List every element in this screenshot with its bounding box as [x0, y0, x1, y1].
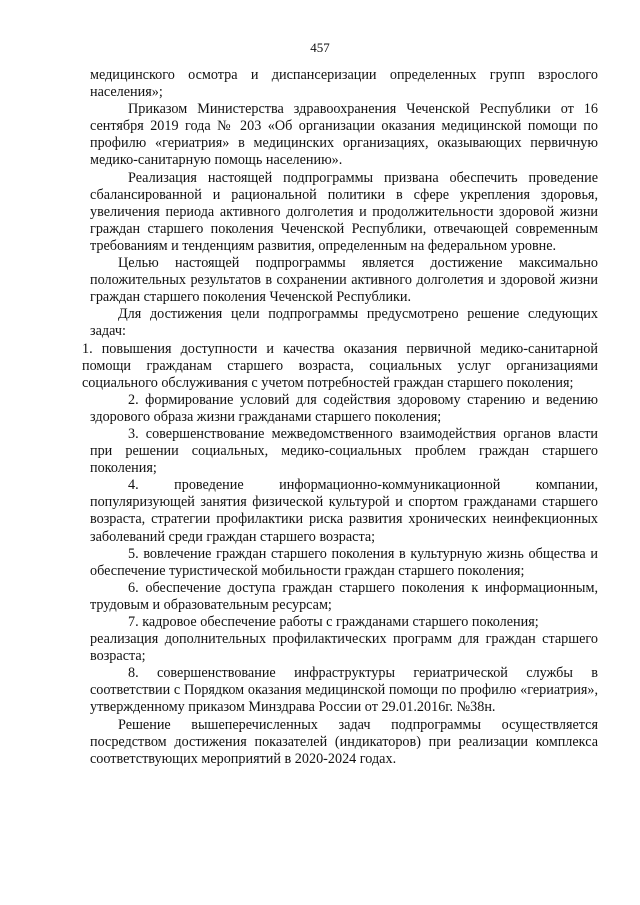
- page-number: 457: [310, 40, 330, 55]
- paragraph-continuation: медицинского осмотра и диспансеризации определенных групп взрослого населения»;: [90, 67, 598, 101]
- paragraph-goal: Целью настоящей подпрограммы является достижение максимально положительных результатов в сохранении активного долголетия и здоровой жизни граждан старшего поколения Чеченской Республики.: [90, 255, 598, 306]
- task-item-8: 8. совершенствование инфраструктуры гериатрической службы в соответствии с Порядком оказания медицинской помощи по профилю «гериатрия», утвержденному приказом Минздрава России от 29.01.2016г. №38н.: [90, 665, 598, 716]
- task-item-1: 1. повышения доступности и качества оказания первичной медико-санитарной помощи гражданам старшего возраста, социальных услуг организациями социального обслуживания с учетом потребностей граждан старшего поколения;: [82, 340, 598, 391]
- task-item-4: 4. проведение информационно-коммуникационной компании, популяризующей занятия физической культурой и спортом гражданами старшего возраста, стратегии профилактики риска развития хронических неинфекционных заболеваний среди граждан старшего возраста;: [90, 477, 598, 545]
- task-item-6: 6. обеспечение доступа граждан старшего поколения к информационным, трудовым и образовательным ресурсам;: [90, 579, 598, 613]
- paragraph-conclusion: Решение вышеперечисленных задач подпрограммы осуществляется посредством достижения показателей (индикаторов) при реализации комплекса соответствующих мероприятий в 2020-2024 годах.: [90, 716, 598, 767]
- task-item-7: 7. кадровое обеспечение работы с гражданами старшего поколения;: [128, 614, 539, 630]
- task-item-2: 2. формирование условий для содействия здоровому старению и ведению здорового образа жизни гражданами старшего поколения;: [90, 391, 598, 425]
- task-item-3: 3. совершенствование межведомственного взаимодействия органов власти при решении социальных, медико-социальных проблем граждан старшего поколения;: [90, 425, 598, 477]
- paragraph-tasks-intro: Для достижения цели подпрограммы предусмотрено решение следующих задач:: [90, 306, 598, 340]
- paragraph-order-reference: Приказом Министерства здравоохранения Чеченской Республики от 16 сентября 2019 года № 203 «Об организации оказания медицинской помощи по профилю «гериатрия» в медицинских организациях, оказывающих первичную медико-санитарную помощь населению».: [90, 101, 598, 169]
- task-item-7-continuation: реализация дополнительных профилактических программ для граждан старшего возраста;: [90, 631, 598, 665]
- task-item-5: 5. вовлечение граждан старшего поколения в культурную жизнь общества и обеспечение туристической мобильности граждан старшего поколения;: [90, 545, 598, 579]
- paragraph-implementation: Реализация настоящей подпрограммы призвана обеспечить проведение сбалансированной и рациональной политики в сфере укрепления здоровья, увеличения периода активного долголетия и продолжительности здоровой жизни граждан старшего поколения Чеченской Республики, отвечающей современным требованиям и тенденциям развития, определенным на федеральном уровне.: [90, 169, 598, 254]
- document-body: [82, 67, 598, 768]
